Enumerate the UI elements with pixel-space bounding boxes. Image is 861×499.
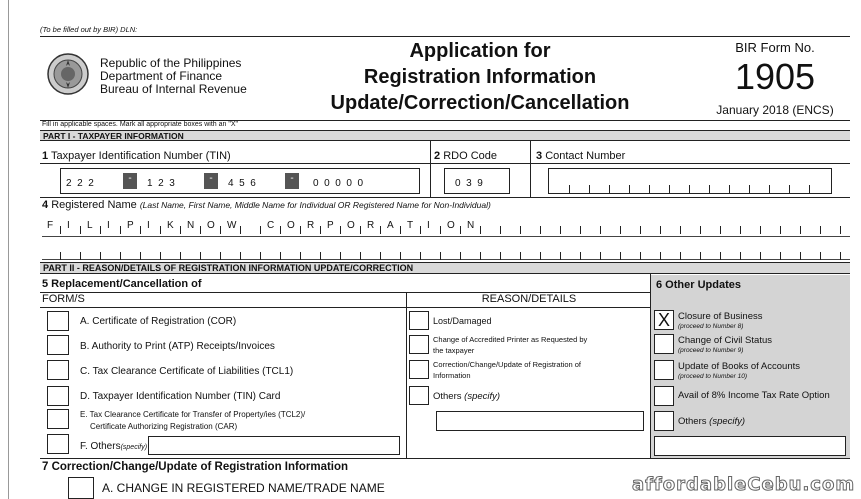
contact-cell-tick [769,185,770,194]
letter-cell-tick [400,252,401,260]
registered-name-letter: I [427,220,430,231]
header-top-rule [40,36,850,37]
title-line: Registration Information [363,66,597,88]
tin-group-1: 2 2 2 [66,178,94,189]
tin-label: 1 Taxpayer Identification Number (TIN) [42,150,231,162]
letter-cell-tick [100,252,101,260]
letter-cell-tick [200,252,201,260]
letter-cell-tick [560,252,561,260]
civil-status-checkbox[interactable] [654,334,674,354]
form-f-label: F. Others(specify) [80,441,148,452]
agency-block [100,57,247,96]
form-date: January 2018 (ENCS) [716,103,834,117]
letter-cell-tick [660,252,661,260]
letter-cell-tick [740,252,741,260]
registered-name-letter: I [67,220,70,231]
letter-cell-tick [400,226,401,234]
letter-cell-tick [340,252,341,260]
reason-correction-checkbox[interactable] [409,360,429,379]
other-updates-label: Others (specify) [678,416,746,427]
letter-cell-tick [580,252,581,260]
form-number: 1905 [734,56,816,97]
books-checkbox[interactable] [654,360,674,380]
letter-cell-tick [220,252,221,260]
letter-cell-tick [640,252,641,260]
part2-band [40,262,850,274]
section6-title: 6 Other Updates [656,279,741,291]
reason-printer-label: Change of Accredited Printer as Requested by [433,335,588,344]
agency-line: Department of Finance [100,69,223,83]
letter-cell-tick [160,252,161,260]
other-updates-input[interactable] [654,436,846,456]
letter-cell-tick [140,252,141,260]
civil-status-note: (proceed to Number 9) [678,347,744,354]
reason-correction-label: Correction/Change/Update of Registration of [433,360,582,369]
letter-cell-tick [240,226,241,234]
letter-cell-tick [800,252,801,260]
reason-printer-checkbox[interactable] [409,335,429,354]
letter-cell-tick [620,252,621,260]
form-f-checkbox[interactable] [47,434,69,454]
closure-label: Closure of Business [678,311,763,322]
letter-cell-tick [180,226,181,234]
change-name-label: A. CHANGE IN REGISTERED NAME/TRADE NAME [102,481,385,495]
form-a-label: A. Certificate of Registration (COR) [80,316,237,327]
letter-cell-tick [160,226,161,234]
letter-cell-tick [420,226,421,234]
bir-seal-icon [46,52,90,96]
civil-status-label: Change of Civil Status [678,335,772,346]
letter-cell-tick [520,252,521,260]
reason-others-label: Others (specify) [433,391,501,402]
tin-group-3: 4 5 6 [228,178,256,189]
registered-name-letter: K [167,220,174,231]
form-d-label: D. Taxpayer Identification Number (TIN) Card [80,391,281,402]
eight-percent-checkbox[interactable] [654,386,674,406]
rdo-label: 2 RDO Code [434,150,497,162]
sec5-header-rule [40,307,650,308]
letter-cell-tick [840,226,841,234]
tin-group-4: 0 0 0 0 0 [313,178,364,189]
form-e-label: E. Tax Clearance Certificate for Transfer of Property/ies (TCL2)/ [80,410,306,419]
books-note: (proceed to Number 10) [678,373,748,380]
reason-others-checkbox[interactable] [409,386,429,405]
contact-cell-tick [609,185,610,194]
letter-cell-tick [780,252,781,260]
letter-cell-tick [760,252,761,260]
reason-header: REASON/DETAILS [481,293,577,305]
letter-cell-tick [540,252,541,260]
letter-cell-tick [500,226,501,234]
letter-cell-tick [440,252,441,260]
part2-title: PART II - REASON/DETAILS OF REGISTRATION INFORMATION UPDATE/CORRECTION [43,263,414,273]
letter-cell-tick [560,226,561,234]
registered-name-letter: O [347,220,355,231]
letter-cell-tick [760,226,761,234]
registered-name-letter: A [387,220,394,231]
reason-lost-checkbox[interactable] [409,311,429,330]
registered-name-letter: L [87,220,93,231]
section5-title: 5 Replacement/Cancellation of [42,278,202,290]
title-line: Application for [409,40,551,62]
letter-cell-tick [520,226,521,234]
instructions: Fill in applicable spaces. Mark all appropriate boxes with an "X" [42,121,239,128]
form-title [290,38,670,116]
letter-cell-tick [220,226,221,234]
form-d-checkbox[interactable] [47,386,69,406]
contact-cell-tick [569,185,570,194]
form-c-checkbox[interactable] [47,360,69,380]
registered-name-letter: W [227,220,237,231]
letter-cell-tick [480,252,481,260]
letter-cell-tick [320,252,321,260]
letter-cell-tick [480,226,481,234]
letter-cell-tick [180,252,181,260]
agency-line: Republic of the Philippines [100,56,242,70]
letter-cell-tick [300,252,301,260]
contact-cell-tick [709,185,710,194]
letter-cell-tick [440,226,441,234]
letter-cell-tick [680,226,681,234]
registered-name-letter: N [467,220,475,231]
closure-checkbox[interactable]: X [654,310,674,330]
letter-cell-tick [420,252,421,260]
contact-cell-tick [749,185,750,194]
forms-reason-divider [406,292,407,458]
contact-cell-tick [809,185,810,194]
contact-label: 3 Contact Number [536,150,626,162]
letter-cell-tick [240,252,241,260]
registered-name-field[interactable] [42,214,850,260]
letter-cell-tick [100,226,101,234]
tin-separator: - [123,173,137,189]
forms-header: FORM/S [42,293,85,305]
letter-cell-tick [340,226,341,234]
change-name-checkbox[interactable] [68,477,94,499]
other-updates-checkbox[interactable] [654,411,674,431]
letter-cell-tick [720,226,721,234]
contact-field[interactable] [548,168,832,194]
tin-group-2: 1 2 3 [147,178,175,189]
eight-percent-label: Avail of 8% Income Tax Rate Option [678,390,830,401]
registered-name-letter: F [47,220,54,231]
letter-cell-tick [380,226,381,234]
tin-separator: - [204,173,218,189]
letter-cell-tick [800,226,801,234]
letter-cell-tick [700,252,701,260]
letter-cell-tick [140,226,141,234]
form-e-label-line2: Certificate Authorizing Registration (CAR) [90,422,238,431]
letter-cell-tick [540,226,541,234]
rdo-digits: 0 3 9 [455,178,483,189]
letter-cell-tick [660,226,661,234]
letter-cell-tick [820,226,821,234]
registered-name-letter: P [127,220,134,231]
letter-cell-tick [840,252,841,260]
letter-cell-tick [260,226,261,234]
contact-cell-tick [689,185,690,194]
letter-cell-tick [360,252,361,260]
part1-title: PART I - TAXPAYER INFORMATION [43,131,184,141]
reason-printer-label-line2: the taxpayer [433,346,475,355]
form-b-label: B. Authority to Print (ATP) Receipts/Invoices [80,341,275,352]
tin-field[interactable] [60,168,420,194]
registered-name-letter: T [407,220,414,231]
contact-cell-tick [649,185,650,194]
dln-note: (To be filled out by BIR) DLN: [40,25,138,34]
letter-cell-tick [280,226,281,234]
letter-cell-tick [600,226,601,234]
tin-rdo-divider [430,141,431,197]
letter-cell-tick [640,226,641,234]
registered-name-letter: P [327,220,334,231]
form-c-label: C. Tax Clearance Certificate of Liabilities (TCL1) [80,366,294,377]
letter-cell-tick [500,252,501,260]
registered-name-letter: I [107,220,110,231]
rdo-field[interactable] [444,168,510,194]
registered-name-letter: N [187,220,195,231]
letter-cell-tick [580,226,581,234]
tin-separator: - [285,173,299,189]
contact-cell-tick [589,185,590,194]
letter-cell-tick [680,252,681,260]
registered-name-letter: O [207,220,215,231]
contact-cell-tick [729,185,730,194]
contact-cell-tick [789,185,790,194]
row2-top-rule [40,197,850,198]
form-f-others-input[interactable] [148,436,400,455]
part1-band [40,130,850,141]
registered-name-letter: I [147,220,150,231]
registered-name-letter: R [307,220,315,231]
letter-cell-tick [620,226,621,234]
contact-cell-tick [669,185,670,194]
letter-cell-tick [300,226,301,234]
letter-cell-tick [120,252,121,260]
letter-cell-tick [700,226,701,234]
letter-cell-tick [720,252,721,260]
letter-cell-tick [280,252,281,260]
letter-cell-tick [80,226,81,234]
letter-cell-tick [780,226,781,234]
letter-cell-tick [820,252,821,260]
letter-cell-tick [740,226,741,234]
letter-cell-tick [320,226,321,234]
form-a-checkbox[interactable] [47,311,69,331]
section7-title: 7 Correction/Change/Update of Registration Information [42,461,349,473]
watermark: affordableCebu.com [632,474,856,495]
agency-line: Bureau of Internal Revenue [100,82,247,96]
books-label: Update of Books of Accounts [678,361,800,372]
letter-cell-tick [120,226,121,234]
reason-correction-label-line2: Information [433,371,471,380]
title-line: Update/Correction/Cancellation [330,92,630,114]
sec7-top-rule [40,458,850,459]
letter-cell-tick [200,226,201,234]
reason-lost-label: Lost/Damaged [433,316,492,326]
form-label: BIR Form No. [735,40,815,55]
registered-name-letter: O [287,220,295,231]
letter-cell-tick [600,252,601,260]
letter-cell-tick [260,252,261,260]
registered-name-letter: C [267,220,275,231]
contact-cell-tick [629,185,630,194]
letter-cell-tick [460,252,461,260]
form-e-checkbox[interactable] [47,409,69,429]
form-b-checkbox[interactable] [47,335,69,355]
registered-name-label: 4 Registered Name (Last Name, First Name, Middle Name for Individual OR Registered Name for Non-Individual) [42,199,491,211]
letter-cell-tick [60,226,61,234]
letter-cell-tick [460,226,461,234]
letter-cell-tick [360,226,361,234]
rdo-contact-divider [530,141,531,197]
row1-bottom-rule [40,163,850,164]
letter-cell-tick [60,252,61,260]
page-margin-line [8,0,9,499]
reason-others-input[interactable] [436,411,644,431]
registered-name-letter: R [367,220,375,231]
letter-cell-tick [80,252,81,260]
closure-note: (proceed to Number 8) [678,323,744,330]
letter-cell-tick [380,252,381,260]
registered-name-letter: O [447,220,455,231]
